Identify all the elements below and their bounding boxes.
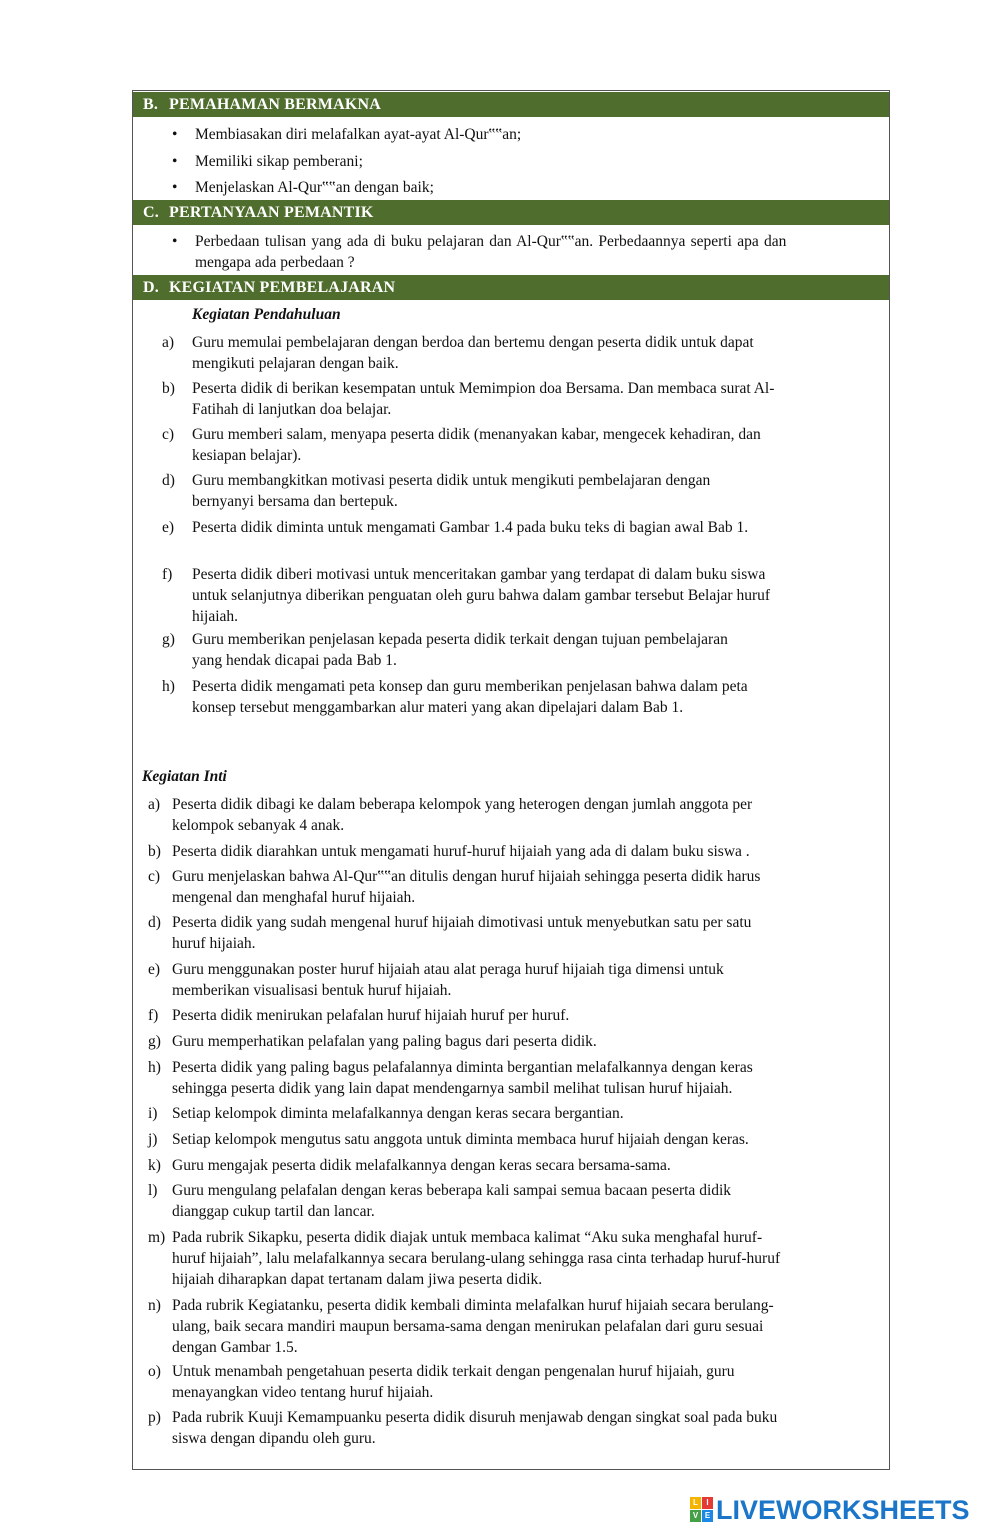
list-item-text: bernyanyi bersama dan bertepuk. (192, 493, 398, 510)
list-item-text: Peserta didik dibagi ke dalam beberapa kelompok yang heterogen dengan jumlah anggota per (172, 796, 753, 813)
list-item-text: Peserta didik diminta untuk mengamati Gambar 1.4 pada buku teks di bagian awal Bab 1. (192, 519, 749, 536)
list-item-text: Peserta didik mengamati peta konsep dan guru memberikan penjelasan bahwa dalam peta (192, 678, 748, 695)
section-c-header (133, 200, 889, 225)
list-item-label: d) (162, 472, 175, 489)
list-item-text: kelompok sebanyak 4 anak. (172, 817, 345, 834)
list-item-text: Guru memulai pembelajaran dengan berdoa dan bertemu dengan peserta didik untuk dapat (192, 334, 754, 351)
list-item-text: huruf hijaiah. (172, 935, 256, 952)
list-item-label: a) (162, 334, 175, 351)
section-d-title: KEGIATAN PEMBELAJARAN (169, 279, 396, 296)
list-item-text: Pada rubrik Sikapku, peserta didik diajak untuk membaca kalimat “Aku suka menghafal huruf- (172, 1229, 763, 1246)
list-item-text: Guru memberi salam, menyapa peserta didik (menanyakan kabar, mengecek kehadiran, dan (192, 426, 761, 443)
list-item-text: huruf hijaiah”, lalu melafalkannya secara berulang-ulang sehingga rasa cinta terhadap huruf-huruf (172, 1250, 781, 1267)
list-item-text: Guru menggunakan poster huruf hijaiah atau alat peraga huruf hijaiah tiga dimensi untuk (172, 961, 724, 978)
section-d-header (133, 275, 889, 300)
list-item-text: memberikan visualisasi bentuk huruf hijaiah. (172, 982, 452, 999)
logo-tile: V (690, 1510, 701, 1522)
list-item-label: g) (148, 1033, 161, 1050)
list-item-text: untuk selanjutnya diberikan penguatan oleh guru bahwa dalam gambar tersebut Belajar huruf (192, 587, 771, 604)
logo-tile: I (702, 1497, 713, 1509)
list-item-text: Peserta didik diberi motivasi untuk menceritakan gambar yang terdapat di dalam buku siswa (192, 566, 766, 583)
list-item-label: b) (162, 380, 175, 397)
list-item-text: mengikuti pelajaran dengan baik. (192, 355, 399, 372)
list-item-text: Pada rubrik Kuuji Kemampuanku peserta didik disuruh menjawab dengan singkat soal pada buku (172, 1409, 778, 1426)
list-item-label: m) (148, 1229, 166, 1246)
list-item-label: b) (148, 843, 161, 860)
list-item-text: dianggap cukup tartil dan lancar. (172, 1203, 375, 1220)
section-d-letter: D. (143, 279, 159, 296)
list-item-label: d) (148, 914, 161, 931)
list-item-label: f) (162, 566, 173, 583)
logo-tiles-icon (690, 1497, 714, 1523)
bullet-text: Perbedaan tulisan yang ada di buku pelajaran dan Al-Qur‟‟an. Perbedaannya seperti apa dan (195, 233, 787, 250)
bullet-text: Membiasakan diri melafalkan ayat-ayat Al-Qur‟‟an; (195, 126, 522, 143)
list-item-text: hijaiah diharapkan dapat tertanam dalam jiwa peserta didik. (172, 1271, 543, 1288)
list-item-text: Guru mengulang pelafalan dengan keras beberapa kali sampai semua bacaan peserta didik (172, 1182, 732, 1199)
list-item-text: Peserta didik menirukan pelafalan huruf hijaiah huruf per huruf. (172, 1007, 570, 1024)
section-c-letter: C. (143, 204, 159, 221)
list-item-text: kesiapan belajar). (192, 447, 302, 464)
list-item-label: e) (148, 961, 161, 978)
list-item-text: Peserta didik diarahkan untuk mengamati huruf-huruf hijaiah yang ada di dalam buku siswa . (172, 843, 750, 860)
list-item-text: menayangkan video tentang huruf hijaiah. (172, 1384, 434, 1401)
list-item-text: dengan Gambar 1.5. (172, 1339, 298, 1356)
list-item-label: j) (148, 1131, 158, 1148)
section-c-title: PERTANYAAN PEMANTIK (169, 204, 374, 221)
bullet-icon: • (172, 233, 178, 250)
list-item-label: g) (162, 631, 175, 648)
pendahuluan-title: Kegiatan Pendahuluan (192, 306, 341, 323)
list-item-text: Peserta didik yang sudah mengenal huruf hijaiah dimotivasi untuk menyebutkan satu per satu (172, 914, 752, 931)
list-item-text: siswa dengan dipandu oleh guru. (172, 1430, 376, 1447)
list-item-label: p) (148, 1409, 161, 1426)
bullet-text: Menjelaskan Al-Qur‟‟an dengan baik; (195, 179, 434, 196)
list-item-label: i) (148, 1105, 158, 1122)
list-item-text: Guru mengajak peserta didik melafalkannya dengan keras secara bersama-sama. (172, 1157, 671, 1174)
list-item-text: mengenal dan menghafal huruf hijaiah. (172, 889, 416, 906)
list-item-text: Peserta didik yang paling bagus pelafalannya diminta bergantian melafalkannya dengan keras (172, 1059, 753, 1076)
list-item-label: f) (148, 1007, 159, 1024)
list-item-text: Guru memperhatikan pelafalan yang paling bagus dari peserta didik. (172, 1033, 597, 1050)
list-item-label: k) (148, 1157, 161, 1174)
list-item-label: h) (162, 678, 175, 695)
list-item-text: yang hendak dicapai pada Bab 1. (192, 652, 397, 669)
list-item-text: Peserta didik di berikan kesempatan untuk Memimpion doa Bersama. Dan membaca surat Al- (192, 380, 775, 397)
bullet-icon: • (172, 126, 178, 143)
list-item-label: c) (162, 426, 175, 443)
section-b-title: PEMAHAMAN BERMAKNA (169, 96, 382, 113)
list-item-text: Guru menjelaskan bahwa Al-Qur‟‟an ditulis dengan huruf hijaiah sehingga peserta didik harus (172, 868, 761, 885)
logo-text: LIVEWORKSHEETS (716, 1495, 970, 1525)
list-item-label: n) (148, 1297, 161, 1314)
bullet-icon: • (172, 179, 178, 196)
list-item-label: o) (148, 1363, 161, 1380)
list-item-text: sehingga peserta didik yang lain dapat mendengarnya sambil melihat tulisan huruf hijaiah. (172, 1080, 733, 1097)
logo-tile: E (702, 1510, 713, 1522)
list-item-label: c) (148, 868, 161, 885)
bullet-text: Memiliki sikap pemberani; (195, 153, 363, 170)
section-b-letter: B. (143, 96, 159, 113)
section-b-header (133, 92, 889, 117)
list-item-text: Guru memberikan penjelasan kepada peserta didik terkait dengan tujuan pembelajaran (192, 631, 728, 648)
list-item-label: h) (148, 1059, 161, 1076)
list-item-text: Setiap kelompok mengutus satu anggota untuk diminta membaca huruf hijaiah dengan keras. (172, 1131, 749, 1148)
list-item-text: Setiap kelompok diminta melafalkannya dengan keras secara bergantian. (172, 1105, 624, 1122)
list-item-text: konsep tersebut menggambarkan alur materi yang akan dipelajari dalam Bab 1. (192, 699, 684, 716)
list-item-label: e) (162, 519, 175, 536)
list-item-text: hijaiah. (192, 608, 239, 625)
bullet-icon: • (172, 153, 178, 170)
list-item-text: Guru membangkitkan motivasi peserta didik untuk mengikuti pembelajaran dengan (192, 472, 711, 489)
inti-title: Kegiatan Inti (142, 768, 227, 785)
list-item-label: l) (148, 1182, 158, 1199)
list-item-text: Untuk menambah pengetahuan peserta didik terkait dengan pengenalan huruf hijaiah, guru (172, 1363, 735, 1380)
logo-tile: L (690, 1497, 701, 1509)
list-item-text: Pada rubrik Kegiatanku, peserta didik kembali diminta melafalkan huruf hijaiah secara berulang- (172, 1297, 774, 1314)
section-c-bullet-continued: mengapa ada perbedaan ? (195, 254, 355, 271)
list-item-text: ulang, baik secara mandiri maupun bersama-sama dengan menirukan pelafalan dari guru sesuai (172, 1318, 764, 1335)
list-item-text: Fatihah di lanjutkan doa belajar. (192, 401, 392, 418)
list-item-label: a) (148, 796, 161, 813)
